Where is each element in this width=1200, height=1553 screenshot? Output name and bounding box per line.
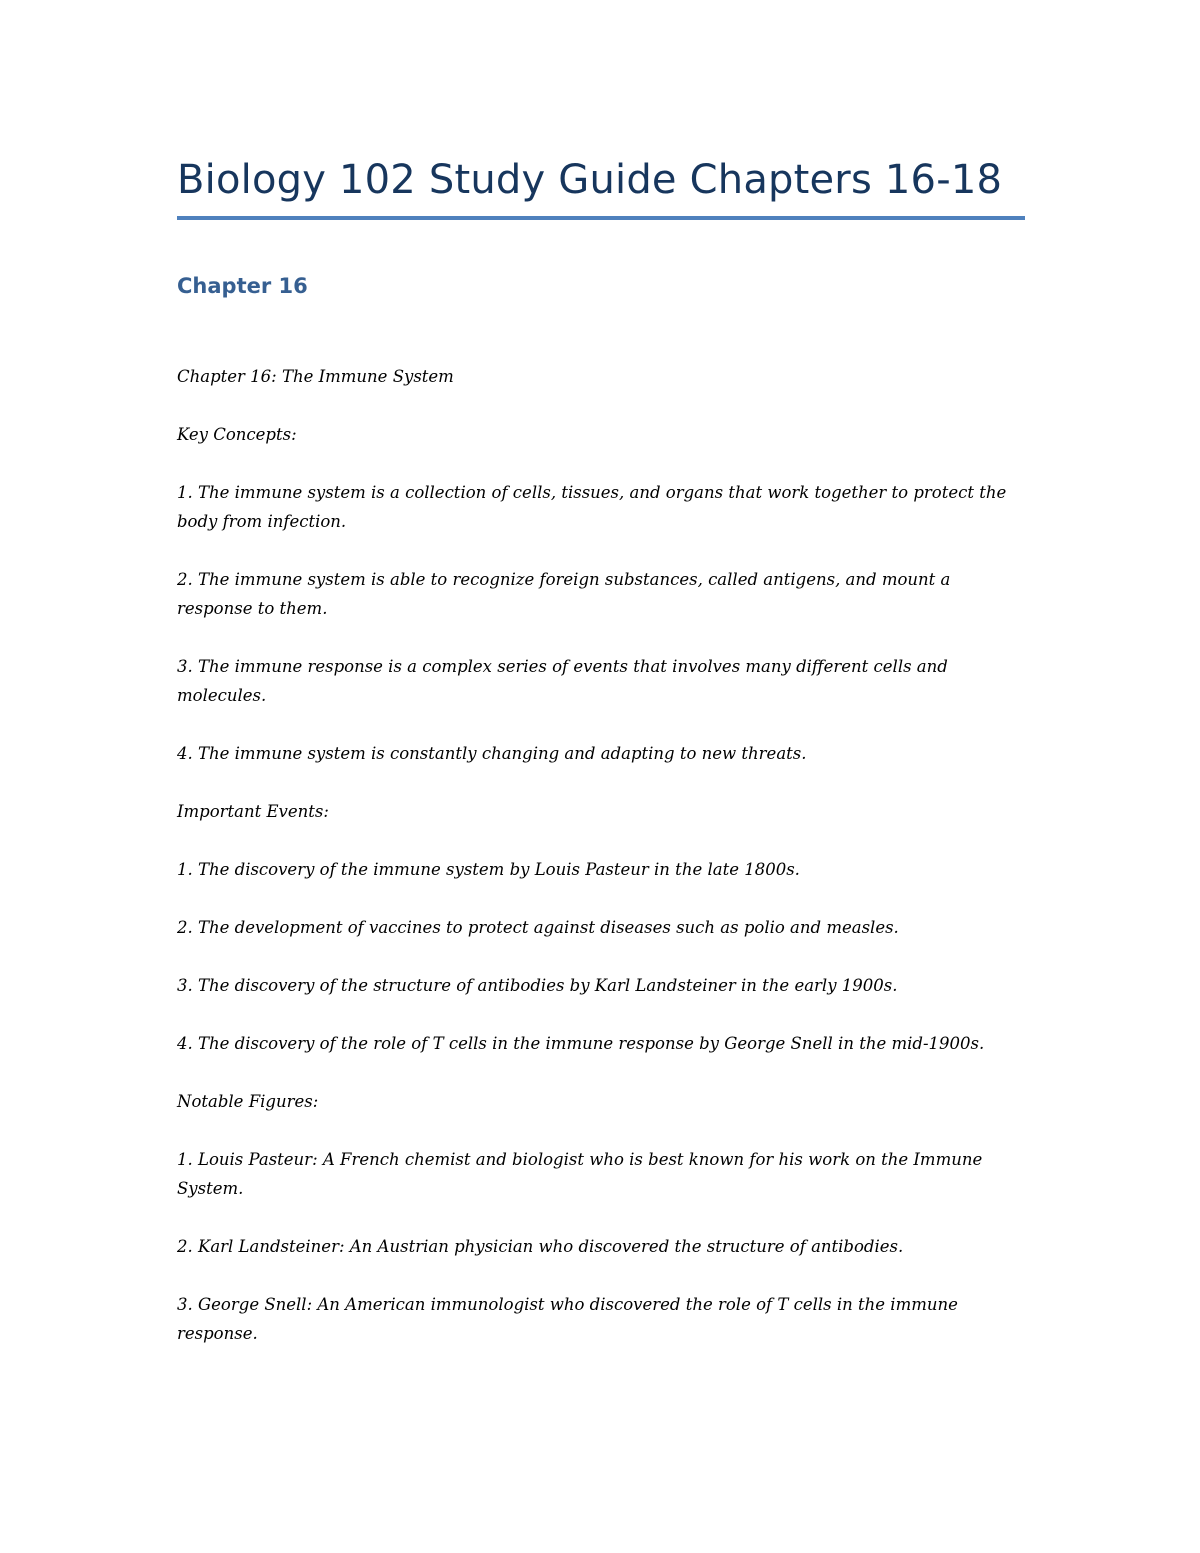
notable-figure-item: 1. Louis Pasteur: A French chemist and biologist who is best known for his work on the Immune System.	[177, 1150, 983, 1198]
notable-figures-section	[177, 1087, 1025, 1348]
key-concept-item: 3. The immune response is a complex series of events that involves many different cells and molecules.	[177, 657, 948, 705]
important-event-item: 4. The discovery of the role of T cells in the immune response by George Snell in the mid-1900s.	[177, 1034, 985, 1053]
important-events-label: Important Events:	[177, 802, 329, 821]
notable-figures-label: Notable Figures:	[177, 1092, 319, 1111]
chapter-heading: Chapter 16	[177, 274, 308, 298]
chapter-subtitle: Chapter 16: The Immune System	[177, 367, 454, 386]
important-event-item: 3. The discovery of the structure of antibodies by Karl Landsteiner in the early 1900s.	[177, 976, 898, 995]
document-content	[177, 150, 1025, 1348]
title-underline-rule	[177, 216, 1025, 220]
key-concept-item: 2. The immune system is able to recognize foreign substances, called antigens, and mount a response to them.	[177, 570, 951, 618]
key-concept-item: 4. The immune system is constantly changing and adapting to new threats.	[177, 744, 807, 763]
important-event-item: 1. The discovery of the immune system by Louis Pasteur in the late 1800s.	[177, 860, 800, 879]
key-concepts-label: Key Concepts:	[177, 425, 297, 444]
notable-figure-item: 2. Karl Landsteiner: An Austrian physician who discovered the structure of antibodies.	[177, 1237, 904, 1256]
document-title: Biology 102 Study Guide Chapters 16-18	[177, 157, 1003, 203]
key-concepts-section	[177, 420, 1025, 768]
important-events-section	[177, 797, 1025, 1058]
notable-figure-item: 3. George Snell: An American immunologist who discovered the role of T cells in the immune response.	[177, 1295, 958, 1343]
key-concept-item: 1. The immune system is a collection of cells, tissues, and organs that work together to protect the body from infection.	[177, 483, 1007, 531]
important-event-item: 2. The development of vaccines to protect against diseases such as polio and measles.	[177, 918, 899, 937]
